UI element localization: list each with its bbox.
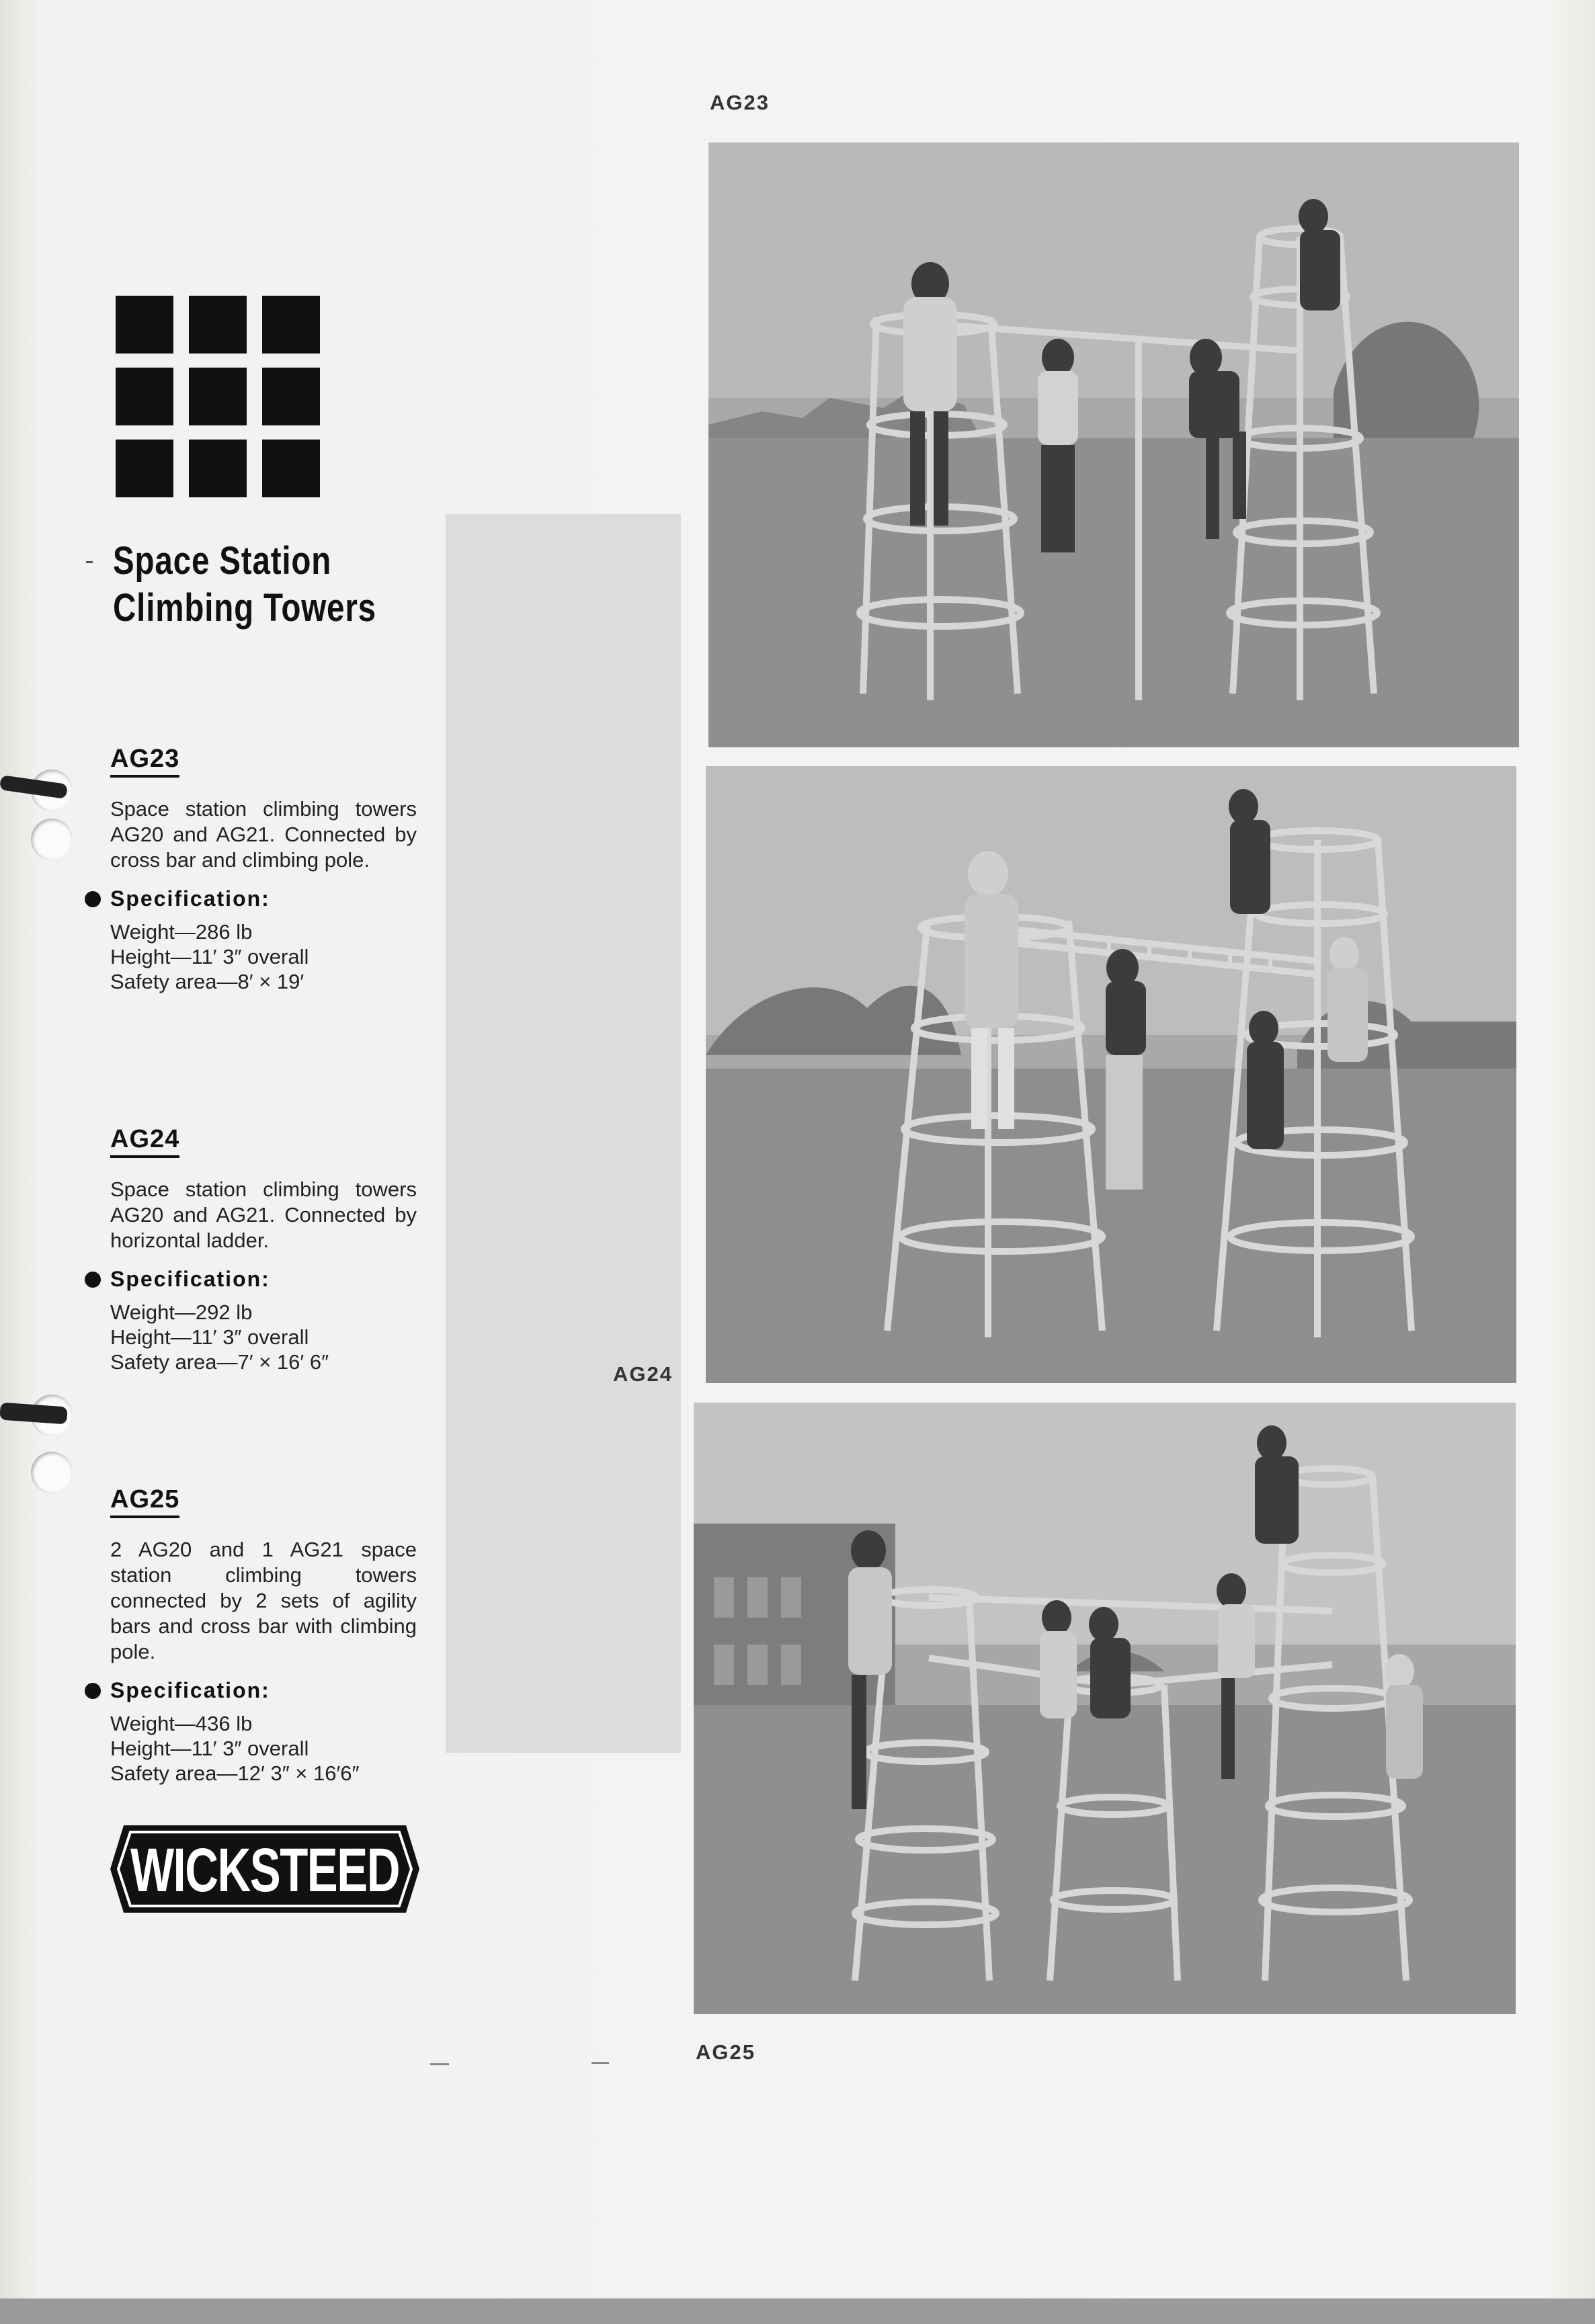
bullet-icon xyxy=(85,891,101,907)
section-description: Space station climbing towers AG20 and AG21. Connected by cross bar and climbing pole. xyxy=(110,797,417,872)
binder-hole-icon xyxy=(31,819,73,860)
bullet-icon xyxy=(85,1683,101,1699)
binder-hole-icon xyxy=(31,1452,73,1493)
page-smudge xyxy=(591,2062,609,2064)
grid-logo-icon xyxy=(116,296,320,497)
spec-heading xyxy=(110,1678,417,1703)
spec-weight: Weight—292 lb xyxy=(110,1300,253,1324)
page-title xyxy=(113,538,421,632)
spec-safety-area: Safety area—8′ × 19′ xyxy=(110,970,304,993)
photo-label-ag24: AG24 xyxy=(613,1362,673,1386)
section-ag24 xyxy=(108,1125,417,1374)
spec-weight: Weight—286 lb xyxy=(110,920,253,944)
spec-heading-text: Specification: xyxy=(110,1678,270,1702)
scan-edge xyxy=(0,2298,1595,2324)
grey-panel xyxy=(446,514,681,1753)
spec-weight: Weight—436 lb xyxy=(110,1712,253,1735)
photo-ag24 xyxy=(706,766,1516,1383)
photo-ag23 xyxy=(708,142,1519,747)
spec-heading-text: Specification: xyxy=(110,1267,270,1291)
section-description: Space station climbing towers AG20 and AG21. Connected by horizontal ladder. xyxy=(110,1177,417,1252)
wicksteed-logo-text: WICKSTEED xyxy=(130,1836,399,1905)
title-line-2: Climbing Towers xyxy=(113,586,376,630)
bullet-icon xyxy=(85,1272,101,1288)
spec-safety-area: Safety area—12′ 3″ × 16′6″ xyxy=(110,1761,360,1785)
photo-ag25 xyxy=(694,1403,1516,2014)
spec-height: Height—11′ 3″ overall xyxy=(110,1737,309,1760)
section-ag25 xyxy=(108,1485,417,1786)
spec-heading-text: Specification: xyxy=(110,886,270,911)
photo-label-ag23: AG23 xyxy=(710,91,770,114)
section-code: AG25 xyxy=(110,1485,179,1518)
spec-height: Height—11′ 3″ overall xyxy=(110,945,309,968)
page-smudge xyxy=(430,2063,449,2065)
section-description: 2 AG20 and 1 AG21 space station climbing towers connected by 2 sets of agility bars and cross bar with climbing pole. xyxy=(110,1538,417,1663)
photo-label-ag25: AG25 xyxy=(696,2040,755,2064)
section-code: AG24 xyxy=(110,1125,179,1158)
title-line-1: Space Station xyxy=(113,539,332,583)
spec-heading xyxy=(110,1267,417,1292)
title-tick-mark xyxy=(86,561,93,563)
section-ag23 xyxy=(108,745,417,994)
section-code: AG23 xyxy=(110,745,179,778)
wicksteed-logo xyxy=(110,1819,419,1919)
spec-height: Height—11′ 3″ overall xyxy=(110,1325,309,1349)
spec-safety-area: Safety area—7′ × 16′ 6″ xyxy=(110,1350,329,1374)
spec-heading xyxy=(110,886,417,911)
